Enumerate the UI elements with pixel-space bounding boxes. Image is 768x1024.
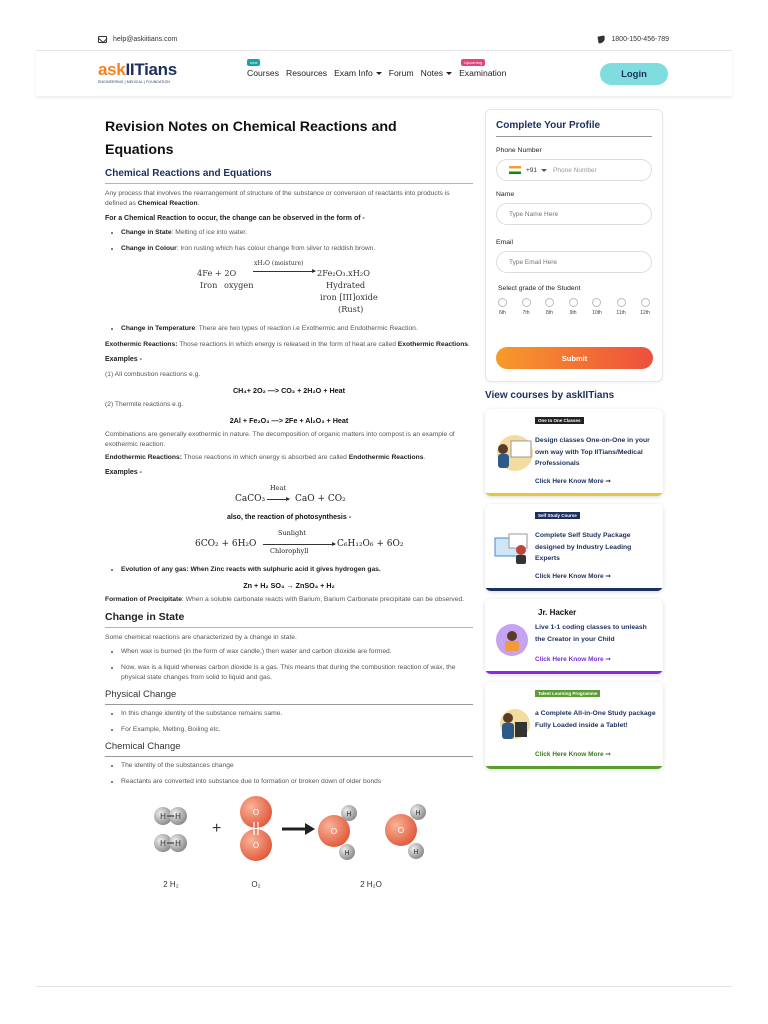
phone-text[interactable]: 1800-150-456-789 <box>611 36 669 43</box>
know-more-link[interactable]: Click Here Know More ➞ <box>535 751 611 758</box>
water-formation-diagram <box>105 795 473 895</box>
h-label: H <box>175 812 181 821</box>
nav-forum-label[interactable]: Forum <box>388 68 414 78</box>
grade-text: 9th <box>569 310 577 316</box>
nav-forum[interactable] <box>389 68 414 78</box>
grade-text: 11th <box>616 310 626 316</box>
physical-list <box>105 709 473 735</box>
o-label: O <box>252 841 260 850</box>
section-heading-change-in-state: Change in State <box>105 611 473 628</box>
water-molecule-1 <box>318 805 357 860</box>
list-item <box>121 244 473 254</box>
phone-input[interactable] <box>496 159 652 181</box>
rxn1-left: 4Fe + 2O <box>197 268 237 278</box>
hydrogen-molecule-1 <box>154 807 187 825</box>
course-card-talent-learning[interactable] <box>485 682 663 769</box>
exothermic-bold-2: Exothermic Reactions <box>397 341 469 348</box>
course-card-one-on-one[interactable] <box>485 409 663 496</box>
grade-text: 6th <box>499 310 506 316</box>
radio-button[interactable] <box>498 298 507 307</box>
rxn2-over: Heat <box>270 484 287 492</box>
course-tag: Self Study Course <box>535 512 580 519</box>
page-title: Revision Notes on Chemical Reactions and Equations <box>105 119 397 158</box>
nav-exam-info-label[interactable]: Exam Info <box>334 68 373 78</box>
arrow-icon <box>253 271 315 272</box>
temperature-list <box>105 324 473 334</box>
grade-option[interactable] <box>640 298 650 316</box>
rxn3-left: 6CO₂ + 6H₂O <box>195 539 257 549</box>
list-item-bold: Change in State <box>121 229 172 236</box>
h-label: H <box>344 850 350 857</box>
label-2h2: 2 H₂ <box>163 880 179 889</box>
rxn1-rust: (Rust) <box>338 304 364 314</box>
know-more-link[interactable]: Click Here Know More ➞ <box>535 573 611 580</box>
tutor-illustration-icon <box>491 431 533 473</box>
site-logo[interactable] <box>98 61 177 84</box>
grade-option[interactable] <box>522 298 531 316</box>
login-button[interactable]: Login <box>600 63 668 85</box>
section-heading-chemical-reactions: Chemical Reactions and Equations <box>105 168 473 184</box>
list-item-text: : Iron rusting which has colour change from silver to reddish brown. <box>176 245 376 252</box>
h-label: H <box>160 812 166 821</box>
rusting-equation <box>105 262 473 320</box>
photosynthesis-label: also, the reaction of photosynthesis - <box>226 514 352 521</box>
site-header <box>36 50 732 96</box>
o-label: O <box>252 808 260 817</box>
nav-exam-info[interactable] <box>334 68 382 78</box>
course-tag: One to One Classes <box>535 417 584 424</box>
rxn3-under: Chlorophyll <box>270 547 309 555</box>
arrow-icon <box>267 499 289 500</box>
list-item: • In this change identity of the substance remains same. <box>121 709 473 719</box>
grade-text: 12th <box>640 310 650 316</box>
list-item: • The identity of the substances change <box>121 761 473 771</box>
nav-courses-label[interactable]: Courses <box>247 68 279 78</box>
observation-list <box>105 228 473 254</box>
endothermic-paragraph: Endothermic Reactions: Those reactions in which energy is absorbed are called Endothermic Reactions. <box>105 454 426 461</box>
view-courses-title: View courses by askIITians <box>485 390 615 401</box>
list-item-bold: Change in Colour <box>121 245 177 252</box>
nav-courses[interactable] <box>247 60 279 78</box>
observation-lead: For a Chemical Reaction to occur, the change can be observed in the form of - <box>105 215 365 222</box>
nav-notes-label[interactable]: Notes <box>420 68 444 78</box>
nav-examination-label[interactable]: Examination <box>459 68 507 78</box>
o-label: O <box>397 826 405 835</box>
grade-radio-group <box>496 298 652 316</box>
list-item-text: : There are two types of reaction i.e Exothermic and Endothermic Reaction. <box>195 325 418 332</box>
list-item: • Reactants are converted into substance due to formation or broken down of older bonds <box>121 777 473 787</box>
list-item-bold: Change in Temperature <box>121 325 196 332</box>
examples-label: Examples - <box>105 356 142 363</box>
email-label: Email <box>496 239 513 246</box>
phone-contact[interactable] <box>598 36 669 43</box>
o-label: O <box>330 827 338 836</box>
logo-ask: ask <box>98 60 126 79</box>
list-item: • Now, wax is a liquid whereas carbon dioxide is a gas. This means that during the combustion reaction of wax, the physical state changes from solid to liquid and gas. <box>121 663 473 683</box>
rxn1-oxygen: oxygen <box>224 280 254 290</box>
precipitate-bold: Formation of Precipitate <box>105 596 182 603</box>
email-input[interactable] <box>496 251 652 273</box>
nav-resources[interactable] <box>286 68 327 78</box>
card-accent-bar <box>485 588 663 591</box>
course-description: Complete Self Study Package designed by Industry Leading Experts <box>535 532 632 562</box>
course-description: Design classes One-on-One in your own way with Top IITians/Medical Professionals <box>535 437 650 467</box>
logo-iitians: IITians <box>125 60 177 79</box>
examples-label-2: Examples - <box>105 469 142 476</box>
tablet-student-illustration-icon <box>491 704 533 746</box>
list-item: • For Example, Melting, Boiling etc. <box>121 725 473 735</box>
grade-option[interactable] <box>592 298 602 316</box>
article-content <box>105 116 473 895</box>
list-item <box>121 324 473 334</box>
oxygen-molecule <box>240 796 272 861</box>
exothermic-bold: Exothermic Reactions: <box>105 341 178 348</box>
chevron-down-icon[interactable] <box>376 72 382 75</box>
sidebar <box>485 109 663 769</box>
chemical-list <box>105 761 473 787</box>
zinc-equation: Zn + H₂ SO₄ → ZnSO₄ + H₂ <box>243 581 335 590</box>
nav-resources-label[interactable]: Resources <box>286 68 328 78</box>
card-accent-bar <box>485 493 663 496</box>
h-label: H <box>175 839 181 848</box>
endothermic-bold-2: Endothermic Reactions <box>348 454 424 461</box>
label-o2: O₂ <box>251 880 261 889</box>
rxn2-left: CaCO₃ <box>235 494 266 504</box>
email-contact[interactable] <box>98 36 177 43</box>
list-item-bold: Evolution of any gas: When Zinc reacts with sulphuric acid it gives hydrogen gas. <box>121 566 381 573</box>
chevron-down-icon[interactable] <box>541 169 547 172</box>
course-tag: Talent Learning Programme <box>535 690 600 697</box>
arrow-icon <box>263 544 335 545</box>
card-accent-bar <box>485 671 663 674</box>
list-item: • When wax is burned (in the form of wax candle,) then water and carbon dioxide are formed. <box>121 647 473 657</box>
submit-button[interactable]: Submit <box>496 347 653 369</box>
grade-label: Select grade of the Student <box>498 285 581 292</box>
rxn1-right: 2Fe₂O₃.xH₂O <box>317 268 370 278</box>
definition-end: . <box>197 200 200 207</box>
example-1: (1) All combustion reactions e.g. <box>105 371 201 378</box>
upcoming-badge: Upcoming <box>461 59 485 66</box>
h-label: H <box>160 839 166 848</box>
footer-divider <box>36 986 732 987</box>
combustion-equation: CH₄+ 2O₂ —> CO₂ + 2H₂O + Heat <box>232 386 346 395</box>
course-description: Live 1-1 coding classes to unleash the Creator in your Child <box>535 624 647 643</box>
course-card-self-study[interactable] <box>485 504 663 591</box>
nav-examination[interactable] <box>459 60 507 78</box>
radio-button[interactable] <box>617 298 626 307</box>
course-card-jr-hacker[interactable] <box>485 599 663 674</box>
definition-bold: Chemical Reaction <box>137 200 198 207</box>
self-study-illustration-icon <box>491 526 533 568</box>
rxn3-over: Sunlight <box>278 529 306 537</box>
state-paragraph: Some chemical reactions are characterized by a change in state. <box>105 634 297 641</box>
mail-icon <box>98 36 107 43</box>
country-code[interactable]: +91 <box>526 166 538 174</box>
list-item <box>121 565 473 575</box>
precipitate-paragraph <box>105 595 473 605</box>
grade-text: 8th <box>546 310 553 316</box>
calcium-carbonate-equation <box>105 482 473 512</box>
list-item <box>121 228 473 238</box>
molecule-illustration <box>105 795 473 895</box>
main-nav <box>247 60 507 78</box>
grade-option[interactable] <box>569 298 578 316</box>
precipitate-text: : When a soluble carbonate reacts with Barium, Barium Carbonate precipitate can be observed. <box>181 596 465 603</box>
section-heading-chemical-change: Chemical Change <box>105 741 473 757</box>
thermite-equation: 2Al + Fe₂O₃ —> 2Fe + Al₂O₃ + Heat <box>229 416 349 425</box>
definition-text: Any process that involves the rearrangement of structure of the substance or conversion of reactants into products is defined as <box>105 190 450 207</box>
h-label: H <box>415 810 421 817</box>
course-description: a Complete All-in-One Study package Fully Loaded inside a Tablet! <box>535 710 656 729</box>
radio-button[interactable] <box>569 298 578 307</box>
course-tag: Jr. Hacker <box>538 608 577 617</box>
know-more-link[interactable]: Click Here Know More ➞ <box>535 478 611 485</box>
phone-placeholder[interactable]: Phone Number <box>553 166 597 174</box>
plus-icon: + <box>212 820 222 837</box>
phone-icon <box>598 35 606 43</box>
phone-label: Phone Number <box>496 147 542 154</box>
grade-text: 10th <box>592 310 602 316</box>
rxn2-right: CaO + CO₂ <box>295 494 346 504</box>
rxn1-hydrated: Hydrated <box>326 280 366 290</box>
grade-option[interactable] <box>545 298 554 316</box>
definition-paragraph <box>105 189 473 209</box>
email-text[interactable]: help@askiitians.com <box>113 36 178 43</box>
kid-coder-illustration-icon <box>491 619 533 661</box>
state-list <box>105 647 473 683</box>
exothermic-text: Those reactions in which energy is released in the form of heat are called <box>177 341 398 348</box>
india-flag-icon[interactable] <box>509 166 521 174</box>
profile-form-card <box>485 109 663 382</box>
rxn1-over: xH₂O (moisture) <box>254 260 304 267</box>
hydrogen-molecule-2 <box>154 834 187 852</box>
know-more-link[interactable]: Click Here Know More ➞ <box>535 656 611 663</box>
section-heading-physical-change: Physical Change <box>105 689 473 705</box>
radio-button[interactable] <box>522 298 531 307</box>
logo-subtitle: ENGINEERING | MEDICAL | FOUNDATION <box>98 80 170 84</box>
exothermic-paragraph: Exothermic Reactions: Those reactions in which energy is released in the form of heat are called Exothermic Reactions. <box>105 341 470 348</box>
name-label: Name <box>496 191 515 198</box>
photosynthesis-equation <box>105 525 473 561</box>
chevron-down-icon[interactable] <box>446 72 452 75</box>
h-label: H <box>346 811 352 818</box>
radio-button[interactable] <box>545 298 554 307</box>
card-accent-bar <box>485 766 663 769</box>
nav-notes[interactable] <box>421 68 452 78</box>
radio-button[interactable] <box>641 298 650 307</box>
list-item-text: : Melting of ice into water. <box>171 229 248 236</box>
rxn3-right: C₆H₁₂O₆ + 6O₂ <box>337 539 404 549</box>
endothermic-text: Those reactions in which energy is absorbed are called <box>181 454 349 461</box>
grade-option[interactable] <box>498 298 507 316</box>
endothermic-bold: Endothermic Reactions: <box>105 454 182 461</box>
rxn1-iron-oxide: iron [III]oxide <box>320 292 378 302</box>
profile-title: Complete Your Profile <box>496 120 652 137</box>
top-contact-bar <box>0 36 768 50</box>
grade-option[interactable] <box>616 298 625 316</box>
rxn1-iron: Iron <box>200 280 218 290</box>
h-label: H <box>413 849 419 856</box>
new-badge: new <box>247 59 260 66</box>
radio-button[interactable] <box>592 298 601 307</box>
example-2: (2) Thermite reactions e.g. <box>105 401 184 408</box>
name-input[interactable] <box>496 203 652 225</box>
label-2h2o: 2 H₂O <box>360 880 382 889</box>
water-molecule-2 <box>385 804 426 859</box>
gas-list <box>105 565 473 575</box>
grade-text: 7th <box>522 310 530 316</box>
combination-paragraph: Combinations are generally exothermic in nature. The decomposition of organic matters into compost is an example of exothermic reaction. <box>105 431 455 448</box>
